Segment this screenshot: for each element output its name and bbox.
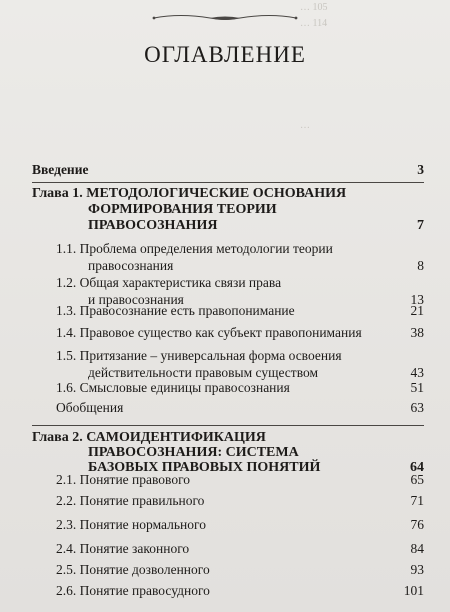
toc-entry-label: и правосознания [88,292,184,307]
toc-section-2-3[interactable] [56,516,424,533]
toc-page-number: 38 [410,325,424,340]
show-through-text: … 105 [300,2,328,13]
toc-page-number: 13 [410,292,424,307]
ornament-divider-icon [150,11,300,25]
chapter-title-line: ПРАВОСОЗНАНИЯ [88,218,218,233]
toc-entry-label: 1.4. Правовое существо как субъект правопонимания [56,325,362,340]
toc-entry-label: 1.6. Смысловые единицы правосознания [56,380,290,395]
toc-page-number: 21 [410,303,424,318]
toc-entry-label: Введение [32,162,89,177]
toc-section-1-4[interactable] [56,324,424,341]
toc-entry-label: 1.3. Правосознание есть правопонимание [56,303,295,318]
toc-page-number: 93 [410,562,424,577]
toc-page-number: 43 [410,365,424,380]
toc-entry-label: 2.3. Понятие нормального [56,517,206,532]
chapter-title-line: МЕТОДОЛОГИЧЕСКИЕ ОСНОВАНИЯ [86,186,347,201]
toc-section-2-5[interactable] [56,561,424,578]
toc-entry-label: Обобщения [56,400,124,415]
toc-page-number: 65 [410,472,424,487]
toc-section-1-1[interactable] [56,240,424,274]
section-divider [32,425,424,426]
toc-entry-label: 1.2. Общая характеристика связи права [56,275,282,290]
toc-page-number: 63 [410,400,424,415]
toc-entry-label: 2.1. Понятие правового [56,472,191,487]
toc-entry-label: 1.1. Проблема определения методологии теории [56,241,333,256]
toc-chapter-2[interactable] [32,430,424,475]
toc-page-number: 7 [417,218,424,233]
toc-section-1-5[interactable] [56,347,424,381]
chapter-title-line: ПРАВОСОЗНАНИЯ: СИСТЕМА [88,445,299,460]
chapter-prefix: Глава 2. [32,430,83,445]
toc-entry-label: 2.2. Понятие правильного [56,493,205,508]
section-divider [32,182,424,183]
toc-page-number: 8 [417,258,424,273]
toc-entry-label: 2.6. Понятие правосудного [56,583,210,598]
toc-entry-summary[interactable] [56,399,424,416]
toc-section-1-3[interactable] [56,302,424,319]
chapter-title-line: БАЗОВЫХ ПРАВОВЫХ ПОНЯТИЙ [88,460,321,475]
toc-page-number: 76 [410,517,424,532]
toc-entry-label: действительности правовым существом [88,365,319,380]
toc-section-2-4[interactable] [56,540,424,557]
toc-page-number: 51 [410,380,424,395]
toc-page-number: 101 [403,583,424,598]
chapter-prefix: Глава 1. [32,186,83,201]
toc-entry-label: правосознания [88,258,174,273]
toc-entry-intro[interactable] [32,161,424,178]
toc-page-number: 64 [410,460,424,475]
show-through-text: … 114 [300,18,328,29]
toc-page-number: 71 [410,493,424,508]
toc-entry-label: 2.4. Понятие законного [56,541,190,556]
toc-entry-label: 2.5. Понятие дозволенного [56,562,210,577]
toc-section-2-6[interactable] [56,582,424,599]
toc-chapter-1[interactable] [32,186,424,234]
toc-page-number: 3 [417,162,424,177]
page-title: ОГЛАВЛЕНИЕ [144,42,306,67]
toc-section-2-1[interactable] [56,471,424,488]
toc-entry-label: 1.5. Притязание – универсальная форма освоения [56,348,342,363]
show-through-text: … [300,120,310,131]
toc-page-number: 84 [410,541,424,556]
chapter-title-line: ФОРМИРОВАНИЯ ТЕОРИИ [88,202,277,217]
toc-section-2-2[interactable] [56,492,424,509]
chapter-title-line: САМОИДЕНТИФИКАЦИЯ [86,430,266,445]
toc-section-1-6[interactable] [56,379,424,396]
